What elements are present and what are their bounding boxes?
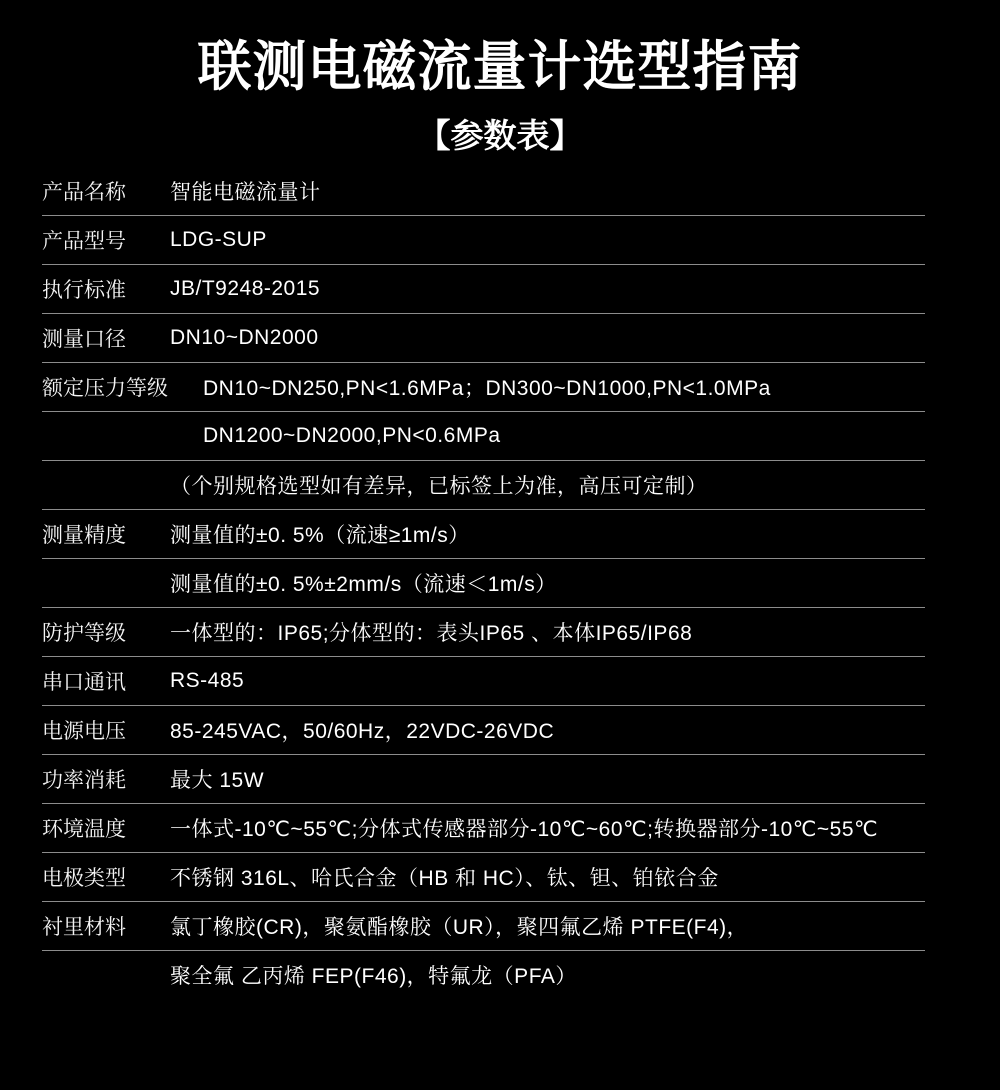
spec-row-label: 环境温度	[42, 818, 126, 841]
spec-row-label: 防护等级	[42, 622, 126, 645]
spec-table-row	[42, 314, 925, 363]
spec-row-value: 一体型的：IP65;分体型的：表头IP65 、本体IP65/IP68	[170, 622, 693, 645]
spec-row-value: 85-245VAC，50/60Hz，22VDC-26VDC	[170, 720, 555, 743]
spec-row-value: （个别规格选型如有差异，已标签上为准，高压可定制）	[170, 475, 708, 498]
spec-row-label: 串口通讯	[42, 671, 126, 694]
spec-row-value: LDG-SUP	[170, 228, 267, 251]
spec-table-row	[42, 412, 925, 461]
spec-table-row	[42, 755, 925, 804]
page-subtitle: 【参数表】	[417, 117, 583, 154]
spec-row-value: DN10~DN250,PN<1.6MPa；DN300~DN1000,PN<1.0MPa	[203, 377, 771, 400]
page-title: 联测电磁流量计选型指南	[197, 37, 803, 97]
spec-row-label: 电源电压	[42, 720, 126, 743]
spec-row-value: 氯丁橡胶(CR)，聚氨酯橡胶（UR），聚四氟乙烯 PTFE(F4)，	[170, 916, 749, 939]
spec-row-value: 最大 15W	[170, 769, 265, 792]
spec-row-value: DN10~DN2000	[170, 326, 319, 349]
spec-row-label: 测量精度	[42, 524, 126, 547]
spec-table-row	[42, 363, 925, 412]
spec-table-row	[42, 706, 925, 755]
spec-row-value: 一体式-10℃~55℃;分体式传感器部分-10℃~60℃;转换器部分-10℃~55℃	[170, 818, 879, 841]
spec-row-label: 电极类型	[42, 867, 126, 890]
spec-table-row	[42, 510, 925, 559]
spec-table-row	[42, 216, 925, 265]
spec-table	[42, 167, 925, 999]
spec-row-value: 智能电磁流量计	[170, 181, 321, 204]
spec-row-label: 产品名称	[42, 181, 126, 204]
spec-row-label: 额定压力等级	[42, 377, 168, 400]
spec-table-row	[42, 167, 925, 216]
spec-row-value: 测量值的±0. 5%±2mm/s（流速＜1m/s）	[170, 573, 557, 596]
spec-table-row	[42, 853, 925, 902]
spec-table-row	[42, 461, 925, 510]
spec-row-label: 产品型号	[42, 230, 126, 253]
spec-row-label: 衬里材料	[42, 916, 126, 939]
spec-row-value: DN1200~DN2000,PN<0.6MPa	[203, 424, 501, 447]
spec-table-row	[42, 804, 925, 853]
spec-row-label: 功率消耗	[42, 769, 126, 792]
spec-table-row	[42, 608, 925, 657]
spec-row-value: 不锈钢 316L、哈氏合金（HB 和 HC）、钛、钽、铂铱合金	[170, 867, 719, 890]
spec-table-row	[42, 559, 925, 608]
spec-table-row	[42, 902, 925, 951]
spec-row-label: 测量口径	[42, 328, 126, 351]
spec-row-value: RS-485	[170, 669, 245, 692]
spec-row-label: 执行标准	[42, 279, 126, 302]
spec-table-row	[42, 951, 925, 999]
spec-row-value: 测量值的±0. 5%（流速≥1m/s）	[170, 524, 470, 547]
spec-table-row	[42, 265, 925, 314]
spec-row-value: 聚全氟 乙丙烯 FEP(F46)，特氟龙（PFA）	[170, 965, 577, 988]
spec-row-value: JB/T9248-2015	[170, 277, 321, 300]
spec-table-row	[42, 657, 925, 706]
